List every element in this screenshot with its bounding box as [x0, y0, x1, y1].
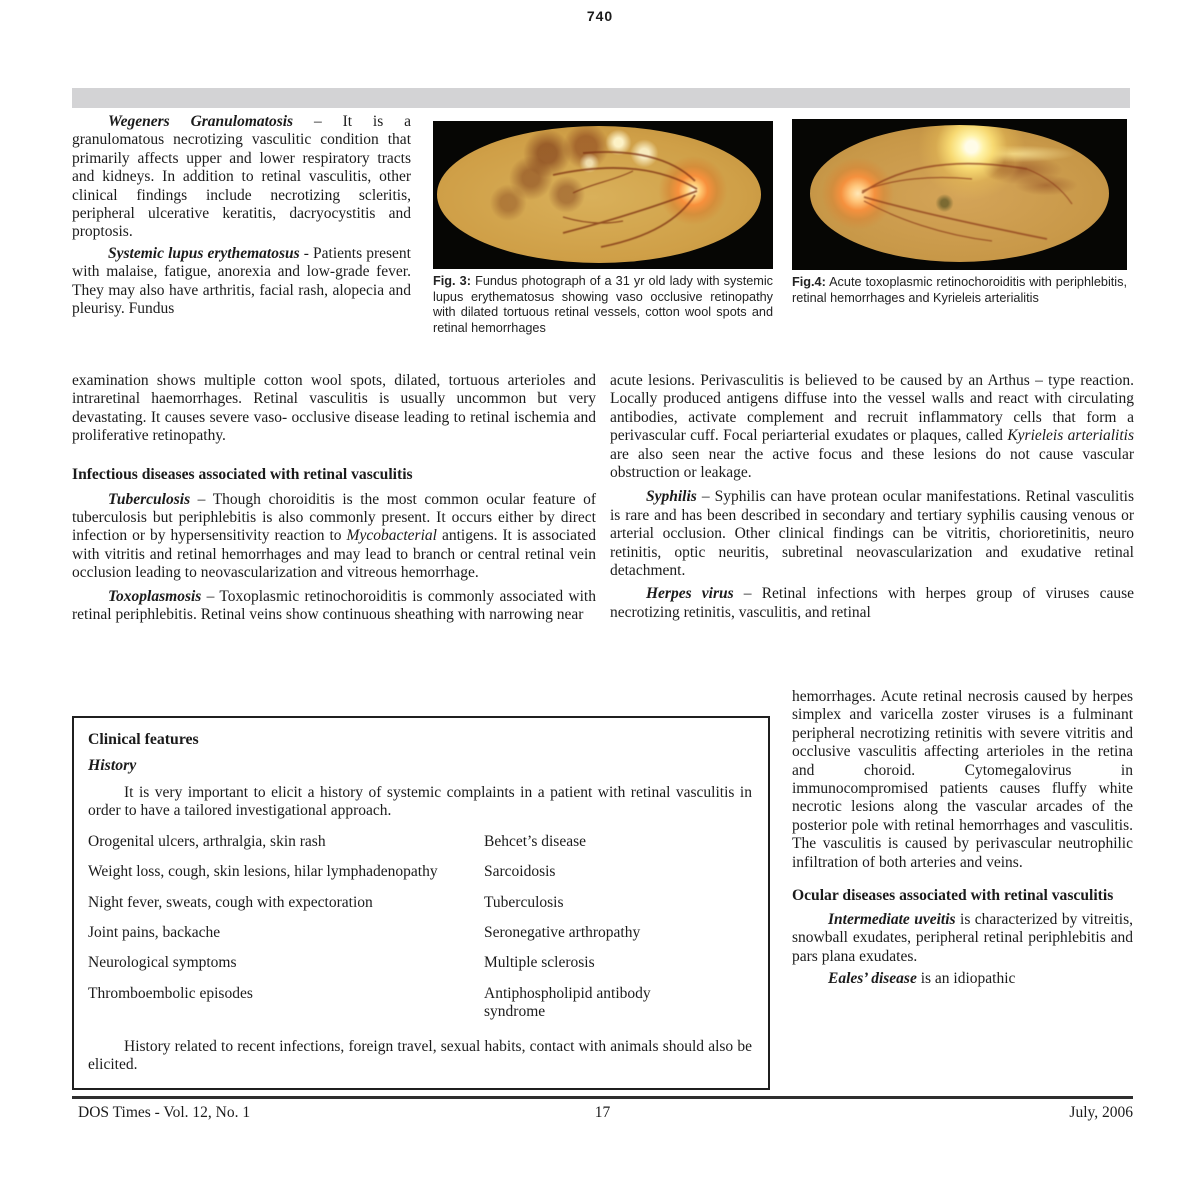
- retinal-vessels-fig4: [792, 119, 1127, 270]
- footer-rule: [72, 1096, 1133, 1099]
- disease-cell: Tuberculosis: [484, 893, 564, 911]
- paragraph-herpes: Herpes virus – Retinal infections with herpes group of viruses cause necrotizing retinitis, vasculitis, and retinal: [610, 585, 1135, 621]
- disease-cell: Seronegative arthropathy: [484, 924, 641, 942]
- paragraph-eales-disease: Eales’ disease is an idiopathic: [828, 970, 1016, 988]
- symptom-cell: Weight loss, cough, skin lesions, hilar lymphadenopathy: [88, 863, 438, 881]
- paragraph-syphilis: Syphilis – Syphilis can have protean ocular manifestations. Retinal vasculitis is rare and has been described in secondary and tertiary syphilis causing venous or arterial occlusion. Other clinical findings can be vitritis, chorioretinitis, neuro retinitis, optic neuritis, subretinal neovascularization and exudative retinal detachment.: [610, 488, 1134, 580]
- symptom-cell: Orogenital ulcers, arthralgia, skin rash: [88, 832, 326, 850]
- table-row: [88, 863, 752, 881]
- box-title: Clinical features: [88, 731, 199, 748]
- figure-4: [792, 119, 1127, 306]
- paragraph-intermediate-uveitis: Intermediate uveitis is characterized by vitreitis, snowball exudates, peripheral retinal periphlebitis and pars plana exudates.: [792, 911, 1133, 965]
- column2-upper: [610, 372, 1134, 622]
- paragraph-sle: Systemic lupus erythematosus - Patients present with malaise, fatigue, anorexia and low-grade fever. They may also have arthritis, facial rash, alopecia and pleurisy. Fundus: [72, 244, 411, 318]
- box-intro: It is very important to elicit a history of systemic complaints in a patient with retinal vasculitis in order to have a tailored investigational approach.: [88, 784, 752, 820]
- figure-3-label: Fig. 3:: [433, 274, 471, 288]
- footer-page-number: 17: [594, 1104, 611, 1121]
- table-row: [88, 924, 752, 942]
- figure-4-label: Fig.4:: [792, 275, 826, 289]
- footer-journal-title: DOS Times - Vol. 12, No. 1: [78, 1104, 251, 1121]
- table-row: [88, 985, 752, 1022]
- heading-ocular-diseases: Ocular diseases associated with retinal vasculitis: [792, 887, 1114, 905]
- box-outro: History related to recent infections, foreign travel, sexual habits, contact with animals should also be elicited.: [88, 1037, 752, 1074]
- figure-3: [433, 121, 773, 336]
- figure-3-caption: Fig. 3: Fundus photograph of a 31 yr old lady with systemic lupus erythematosus showing vaso occlusive retinopathy with dilated tortuous retinal vessels, cotton wool spots and retinal hemorrhages: [433, 274, 774, 335]
- paragraph-wegeners: Wegeners Granulomatosis – It is a granulomatous necrotizing vasculitic condition that primarily affects upper and lower respiratory tracts and kidneys. In addition to retinal vasculitis, other clinical findings include necrotizing scleritis, peripheral ulcerative keratitis, dacryocystitis and proptosis.: [72, 113, 412, 241]
- table-row: [88, 894, 752, 912]
- symptom-cell: Thromboembolic episodes: [88, 984, 253, 1002]
- paragraph-toxoplasmosis: Toxoplasmosis – Toxoplasmic retinochoroiditis is commonly associated with retinal periphlebitis. Retinal veins show continuous sheathing with narrowing near: [72, 587, 596, 624]
- figure-4-caption: Fig.4: Acute toxoplasmic retinochoroiditis with periphlebitis, retinal hemorrhages and Kyrieleis arterialitis: [792, 275, 1127, 305]
- symptom-cell: Night fever, sweats, cough with expectoration: [88, 893, 373, 911]
- disease-cell: Multiple sclerosis: [484, 954, 595, 972]
- header-bar: [72, 88, 1130, 108]
- term-kyrieleis: Kyrieleis arterialitis: [1007, 427, 1134, 445]
- disease-cell: Sarcoidosis: [484, 863, 556, 881]
- column1-lower: [72, 372, 596, 624]
- paragraph-sle-continued: examination shows multiple cotton wool spots, dilated, tortuous arterioles and intraretinal haemorrhages. Retinal vasculitis is usually uncommon but very devastating. It causes severe vaso- occlusive disease leading to retinal ischemia and proliferative retinopathy.: [72, 372, 596, 445]
- term-herpes: Herpes virus: [646, 585, 734, 603]
- column2-narrow: [792, 688, 1133, 989]
- term-wegeners: Wegeners Granulomatosis: [108, 113, 294, 130]
- page-number-top: 740: [586, 8, 614, 24]
- footer-date: July, 2006: [1069, 1104, 1133, 1121]
- fundus-photo-fig4: [792, 119, 1127, 270]
- retinal-vessels-fig3: [433, 121, 773, 269]
- heading-infectious-diseases: Infectious diseases associated with retinal vasculitis: [72, 465, 413, 483]
- fundus-photo-fig3: [433, 121, 773, 269]
- term-toxoplasmosis: Toxoplasmosis: [108, 587, 202, 605]
- term-syphilis: Syphilis: [646, 488, 697, 506]
- paragraph-tuberculosis: Tuberculosis – Though choroiditis is the most common ocular feature of tuberculosis but periphlebitis is also commonly present. It occurs either by direct infection or by hypersensitivity reaction to Mycobacterial antigens. It is associated with vitritis and retinal hemorrhages and may lead to branch or central retinal vein occlusion leading to neovascularization and vitreous hemorrhage.: [72, 490, 596, 582]
- term-tuberculosis: Tuberculosis: [108, 490, 191, 508]
- paragraph-perivasculitis: acute lesions. Perivasculitis is believed to be caused by an Arthus – type reaction. Locally produced antigens diffuse into the vessel walls and react with circulating antibodies, activate complement and recruit inflammatory cells that form a perivascular cuff. Focal periarterial exudates or plaques, called Kyrieleis arterialitis are also seen near the active focus and these lesions do not cause vascular obstruction or leakage.: [610, 372, 1134, 482]
- term-intermediate-uveitis: Intermediate uveitis: [828, 911, 956, 929]
- table-row: [88, 833, 752, 851]
- disease-cell: Antiphospholipid antibody syndrome: [484, 984, 651, 1021]
- column1-upper: [72, 113, 411, 318]
- symptom-cell: Neurological symptoms: [88, 954, 237, 972]
- table-row: [88, 954, 752, 972]
- symptom-cell: Joint pains, backache: [88, 924, 221, 942]
- clinical-features-box: [72, 716, 770, 1090]
- term-eales-disease: Eales’ disease: [828, 970, 917, 988]
- box-subtitle-history: History: [88, 757, 137, 774]
- term-sle: Systemic lupus erythematosus: [108, 244, 300, 262]
- paragraph-herpes-continued: hemorrhages. Acute retinal necrosis caused by herpes simplex and varicella zoster viruses is a fulminant peripheral necrotizing retinitis with severe vitritis and occlusive vasculitis affecting arterioles in the retina and choroid. Cytomegalovirus in immunocompromised patients causes fluffy white necrotic lesions along the vascular arcades of the posterior pole with retinal hemorrhages and vasculitis. The vasculitis is caused by perivascular neutrophilic infiltration of both arteries and veins.: [792, 688, 1133, 871]
- term-mycobacterial: Mycobacterial: [346, 527, 437, 545]
- disease-cell: Behcet’s disease: [484, 832, 587, 850]
